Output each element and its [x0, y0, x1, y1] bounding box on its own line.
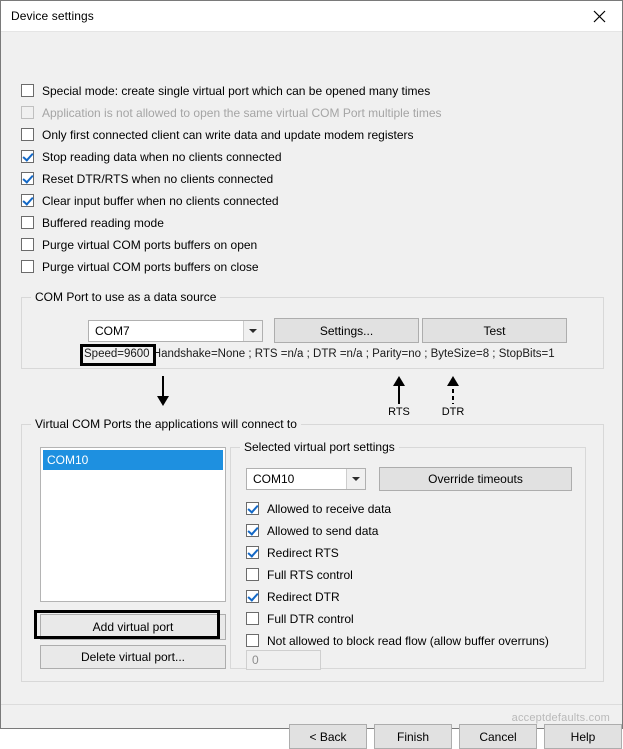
- selected-virtual-port-combo[interactable]: [246, 468, 366, 490]
- virtual-ports-group-title: Virtual COM Ports the applications will connect to: [31, 417, 301, 431]
- virtual-port-options-list: [246, 498, 581, 652]
- source-port-params: Handshake=None ; RTS =n/a ; DTR =n/a ; Parity=no ; ByteSize=8 ; StopBits=1: [152, 348, 555, 360]
- checkbox-clear-input-buffer[interactable]: [21, 194, 34, 207]
- source-port-group-title: COM Port to use as a data source: [31, 290, 220, 304]
- checkbox-full-rts-control[interactable]: [246, 568, 259, 581]
- cancel-button[interactable]: Cancel: [459, 724, 537, 749]
- option-label: Special mode: create single virtual port which can be opened many times: [42, 83, 431, 98]
- option-not-allowed-multiple-open: [21, 102, 601, 123]
- finish-button[interactable]: Finish: [374, 724, 452, 749]
- option-first-client-write[interactable]: [21, 124, 601, 145]
- option-label: Application is not allowed to open the same virtual COM Port multiple times: [42, 105, 442, 120]
- checkbox-purge-on-open[interactable]: [21, 238, 34, 251]
- option-label: Buffered reading mode: [42, 215, 164, 230]
- source-port-speed: Speed=9600: [84, 348, 150, 360]
- rts-arrow-label: RTS: [388, 406, 410, 418]
- checkbox-not-allowed-multiple-open: [21, 106, 34, 119]
- option-label: Not allowed to block read flow (allow buffer overruns): [267, 633, 549, 648]
- selected-port-settings-title: Selected virtual port settings: [240, 440, 399, 454]
- option-redirect-rts[interactable]: [246, 542, 581, 563]
- option-full-rts-control[interactable]: [246, 564, 581, 585]
- virtual-port-list[interactable]: [40, 447, 226, 602]
- option-label: Redirect DTR: [267, 589, 340, 604]
- option-buffered-reading[interactable]: [21, 212, 601, 233]
- back-button[interactable]: [289, 724, 367, 749]
- checkbox-allowed-receive[interactable]: [246, 502, 259, 515]
- checkbox-not-allowed-block-read[interactable]: [246, 634, 259, 647]
- source-port-combo[interactable]: [88, 320, 263, 342]
- option-allowed-send[interactable]: [246, 520, 581, 541]
- source-port-value: COM7: [95, 324, 130, 338]
- data-flow-down-arrow: [147, 376, 179, 406]
- option-label: Reset DTR/RTS when no clients connected: [42, 171, 274, 186]
- option-clear-input-buffer[interactable]: [21, 190, 601, 211]
- virtual-ports-group: [21, 417, 604, 682]
- window-title: Device settings: [11, 9, 94, 23]
- checkbox-redirect-rts[interactable]: [246, 546, 259, 559]
- back-button-label: < Back: [309, 729, 347, 744]
- test-button[interactable]: Test: [422, 318, 567, 343]
- option-special-mode[interactable]: [21, 80, 601, 101]
- option-label: Only first connected client can write data and update modem registers: [42, 127, 414, 142]
- dtr-arrow-label: DTR: [441, 406, 465, 418]
- option-label: Clear input buffer when no clients connected: [42, 193, 279, 208]
- option-not-allowed-block-read[interactable]: [246, 630, 581, 651]
- option-purge-on-close[interactable]: [21, 256, 601, 277]
- checkbox-redirect-dtr[interactable]: [246, 590, 259, 603]
- footer-divider: [1, 704, 622, 705]
- option-reset-dtr-rts[interactable]: [21, 168, 601, 189]
- watermark: acceptdefaults.com: [511, 712, 610, 724]
- option-label: Purge virtual COM ports buffers on open: [42, 237, 258, 252]
- source-port-group: [21, 290, 604, 369]
- title-bar: [1, 1, 622, 32]
- add-virtual-port-button[interactable]: Add virtual port: [40, 614, 226, 640]
- list-item[interactable]: COM10: [43, 450, 223, 470]
- dtr-up-arrow: [437, 376, 469, 418]
- option-label: Allowed to send data: [267, 523, 379, 538]
- option-label: Redirect RTS: [267, 545, 339, 560]
- option-purge-on-open[interactable]: [21, 234, 601, 255]
- selected-port-settings-group: [230, 440, 586, 669]
- buffer-overrun-value-field[interactable]: 0: [246, 650, 321, 670]
- close-icon[interactable]: [577, 1, 622, 31]
- checkbox-purge-on-close[interactable]: [21, 260, 34, 273]
- option-label: Full DTR control: [267, 611, 354, 626]
- option-allowed-receive[interactable]: [246, 498, 581, 519]
- settings-button[interactable]: Settings...: [274, 318, 419, 343]
- general-options-list: [21, 80, 601, 278]
- option-redirect-dtr[interactable]: [246, 586, 581, 607]
- checkbox-first-client-write[interactable]: [21, 128, 34, 141]
- option-label: Full RTS control: [267, 567, 353, 582]
- source-port-status: [84, 348, 555, 360]
- rts-up-arrow: [383, 376, 415, 418]
- checkbox-special-mode[interactable]: [21, 84, 34, 97]
- option-label: Stop reading data when no clients connected: [42, 149, 282, 164]
- option-label: Allowed to receive data: [267, 501, 392, 516]
- option-full-dtr-control[interactable]: [246, 608, 581, 629]
- help-button[interactable]: Help: [544, 724, 622, 749]
- checkbox-stop-reading[interactable]: [21, 150, 34, 163]
- delete-virtual-port-button[interactable]: Delete virtual port...: [40, 645, 226, 669]
- option-stop-reading[interactable]: [21, 146, 601, 167]
- selected-virtual-port-value: COM10: [253, 472, 295, 486]
- chevron-down-icon[interactable]: [346, 469, 365, 489]
- checkbox-allowed-send[interactable]: [246, 524, 259, 537]
- dialog-body: [1, 32, 622, 744]
- checkbox-full-dtr-control[interactable]: [246, 612, 259, 625]
- override-timeouts-button[interactable]: Override timeouts: [379, 467, 572, 491]
- checkbox-reset-dtr-rts[interactable]: [21, 172, 34, 185]
- chevron-down-icon[interactable]: [243, 321, 262, 341]
- checkbox-buffered-reading[interactable]: [21, 216, 34, 229]
- option-label: Purge virtual COM ports buffers on close: [42, 259, 259, 274]
